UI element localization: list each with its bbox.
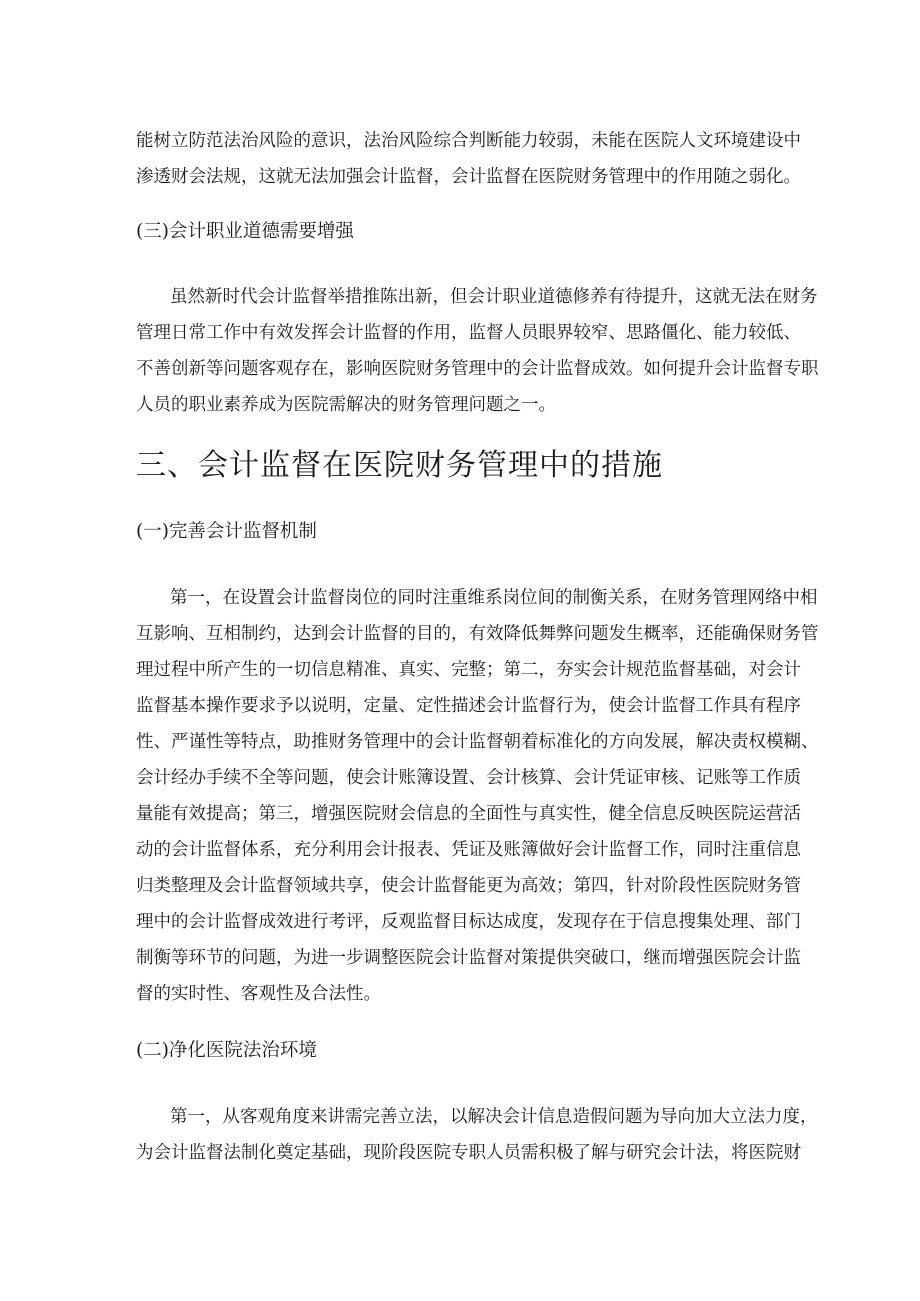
subheading-1: (一)完善会计监督机制 bbox=[136, 521, 317, 542]
paragraph-line: 互影响、互相制约，达到会计监督的目的，有效降低舞弊问题发生概率，还能确保财务管 bbox=[136, 624, 819, 644]
paragraph-line: 督的实时性、客观性及合法性。 bbox=[136, 984, 381, 1004]
paragraph-line: 为会计监督法制化奠定基础，现阶段医院专职人员需积极了解与研究会计法，将医院财 bbox=[136, 1143, 801, 1163]
paragraph-line: 人员的职业素养成为医院需解决的财务管理问题之一。 bbox=[136, 395, 556, 415]
paragraph-line: 量能有效提高；第三，增强医院财会信息的全面性与真实性，健全信息反映医院运营活 bbox=[136, 804, 801, 824]
paragraph-line: 归类整理及会计监督领域共享，使会计监督能更为高效；第四，针对阶段性医院财务管 bbox=[136, 876, 801, 896]
paragraph-line: 会计经办手续不全等问题，使会计账簿设置、会计核算、会计凭证审核、记账等工作质 bbox=[136, 768, 801, 788]
paragraph-line: 制衡等环节的问题，为进一步调整医院会计监督对策提供突破口，继而增强医院会计监 bbox=[136, 948, 801, 968]
paragraph-line: 不善创新等问题客观存在，影响医院财务管理中的会计监督成效。如何提升会计监督专职 bbox=[136, 359, 819, 379]
paragraph-line: 第一，从客观角度来讲需完善立法，以解决会计信息造假问题为导向加大立法力度， bbox=[170, 1107, 818, 1127]
subheading-2: (二)净化医院法治环境 bbox=[136, 1040, 317, 1061]
paragraph-line: 虽然新时代会计监督举措推陈出新，但会计职业道德修养有待提升，这就无法在财务 bbox=[170, 287, 818, 307]
paragraph-line: 动的会计监督体系，充分利用会计报表、凭证及账簿做好会计监督工作，同时注重信息 bbox=[136, 840, 801, 860]
subheading-3: (三)会计职业道德需要增强 bbox=[136, 221, 354, 242]
section-title: 三、会计监督在医院财务管理中的措施 bbox=[136, 448, 663, 483]
paragraph-line: 性、严谨性等特点，助推财务管理中的会计监督朝着标准化的方向发展，解决责权模糊、 bbox=[136, 732, 819, 752]
paragraph-line: 第一，在设置会计监督岗位的同时注重维系岗位间的制衡关系，在财务管理网络中相 bbox=[170, 588, 818, 608]
paragraph-line: 渗透财会法规，这就无法加强会计监督，会计监督在医院财务管理中的作用随之弱化。 bbox=[136, 167, 801, 187]
paragraph-line: 理过程中所产生的一切信息精准、真实、完整；第二，夯实会计规范监督基础，对会计 bbox=[136, 660, 801, 680]
paragraph-line: 理中的会计监督成效进行考评，反观监督目标达成度，发现存在于信息搜集处理、部门 bbox=[136, 912, 801, 932]
paragraph-line: 监督基本操作要求予以说明，定量、定性描述会计监督行为，使会计监督工作具有程序 bbox=[136, 696, 801, 716]
paragraph-line: 能树立防范法治风险的意识，法治风险综合判断能力较弱，未能在医院人文环境建设中 bbox=[136, 131, 801, 151]
paragraph-line: 管理日常工作中有效发挥会计监督的作用，监督人员眼界较窄、思路僵化、能力较低、 bbox=[136, 323, 801, 343]
